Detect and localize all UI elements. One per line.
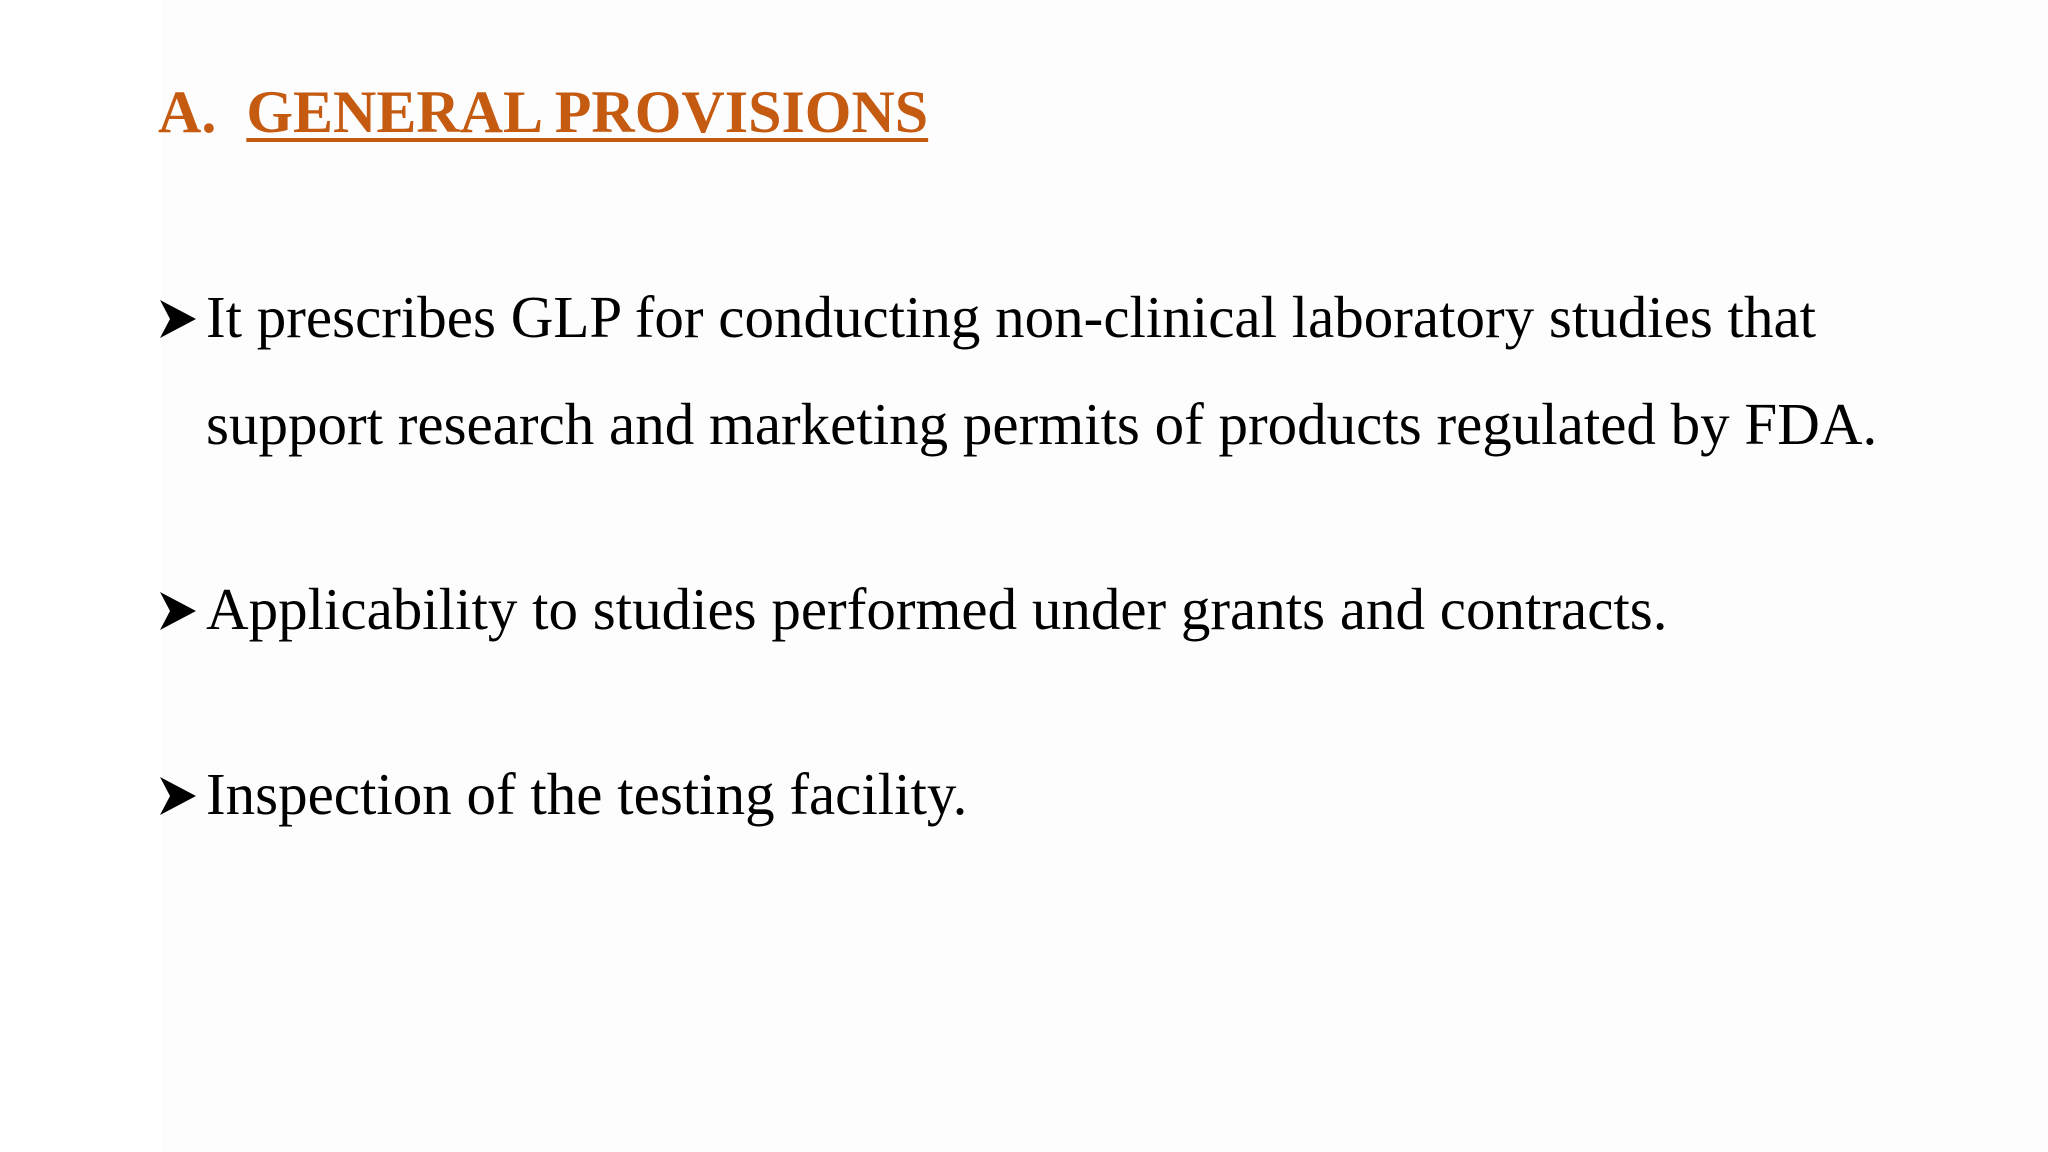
section-title: GENERAL PROVISIONS xyxy=(246,79,929,145)
arrowhead-bullet-icon xyxy=(158,590,198,632)
bullet-item xyxy=(158,556,2018,663)
section-heading xyxy=(158,72,928,152)
bullet-text-line: Applicability to studies performed under grants and contracts. xyxy=(206,576,1668,642)
arrowhead-bullet-icon xyxy=(158,775,198,817)
bullet-list xyxy=(158,264,2018,926)
arrowhead-bullet-icon xyxy=(158,298,198,340)
bullet-text-line: It prescribes GLP for conducting non-clinical laboratory studies that xyxy=(206,284,1817,350)
section-number: A. xyxy=(158,79,217,145)
bullet-text-line: Inspection of the testing facility. xyxy=(206,761,968,827)
bullet-item xyxy=(158,264,2018,478)
bullet-item xyxy=(158,741,2018,848)
bullet-text-line: support research and marketing permits of products regulated by FDA. xyxy=(206,391,1878,457)
